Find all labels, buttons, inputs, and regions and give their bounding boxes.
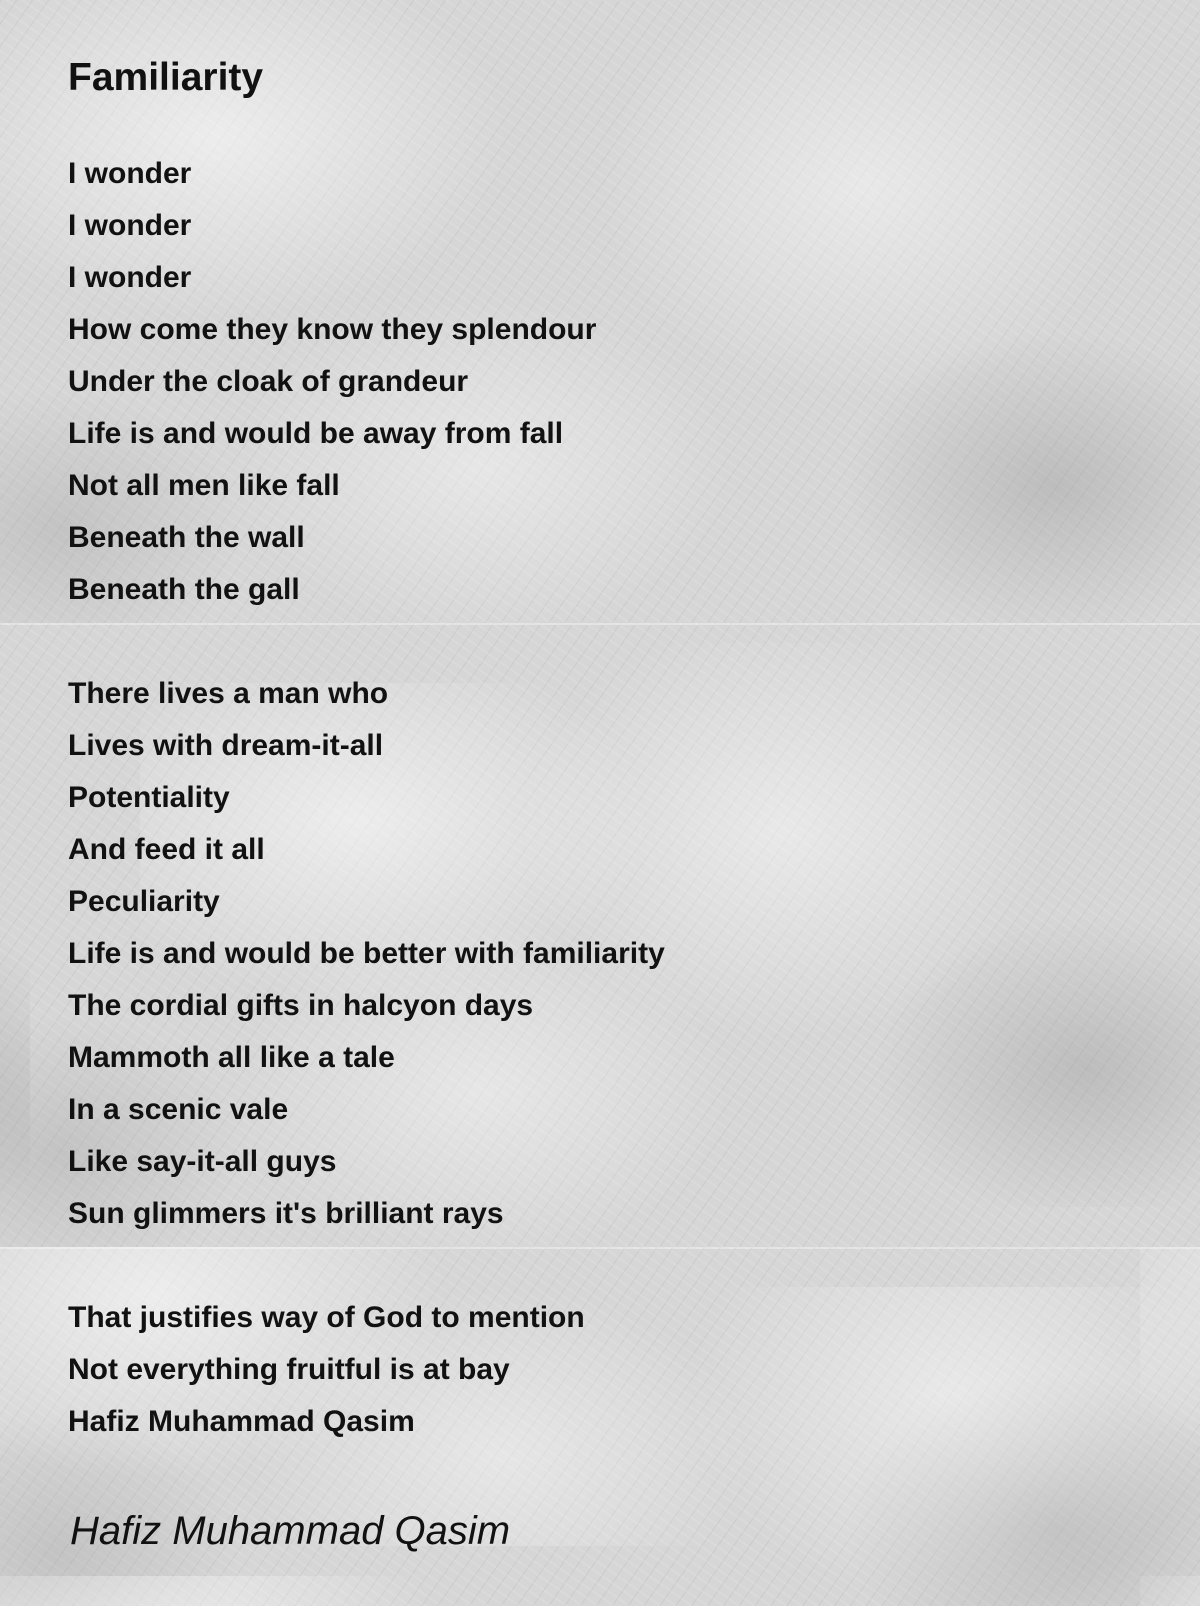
stanza-2 xyxy=(68,668,665,1240)
poem-line: Potentiality xyxy=(68,781,230,814)
poem-line: I wonder xyxy=(68,157,192,190)
poem-line: Life is and would be away from fall xyxy=(68,417,564,450)
poem-line: Hafiz Muhammad Qasim xyxy=(68,1405,415,1438)
poem-title: Familiarity xyxy=(68,56,264,99)
poem-line: The cordial gifts in halcyon days xyxy=(68,989,534,1022)
poem-line: That justifies way of God to mention xyxy=(68,1301,585,1334)
poem-line: Not all men like fall xyxy=(68,469,340,502)
poem-line: I wonder xyxy=(68,261,192,294)
poem-line: Like say-it-all guys xyxy=(68,1145,337,1178)
poem-line: I wonder xyxy=(68,209,192,242)
poem-line: Under the cloak of grandeur xyxy=(68,365,469,398)
poem-line: Beneath the gall xyxy=(68,573,300,606)
poem-line: How come they know they splendour xyxy=(68,313,597,346)
poem-line: And feed it all xyxy=(68,833,265,866)
poem-line: Sun glimmers it's brilliant rays xyxy=(68,1197,504,1230)
poem-line: There lives a man who xyxy=(68,677,389,710)
author-signature: Hafiz Muhammad Qasim xyxy=(70,1509,511,1553)
poem-line: Mammoth all like a tale xyxy=(68,1041,395,1074)
poem-line: Lives with dream-it-all xyxy=(68,729,384,762)
poem-line: Not everything fruitful is at bay xyxy=(68,1353,510,1386)
poem-line: Life is and would be better with familiarity xyxy=(68,937,665,970)
stanza-3 xyxy=(68,1292,585,1448)
poem-line: Peculiarity xyxy=(68,885,220,918)
stanza-1 xyxy=(68,148,596,616)
poem-line: In a scenic vale xyxy=(68,1093,289,1126)
poem-line: Beneath the wall xyxy=(68,521,305,554)
